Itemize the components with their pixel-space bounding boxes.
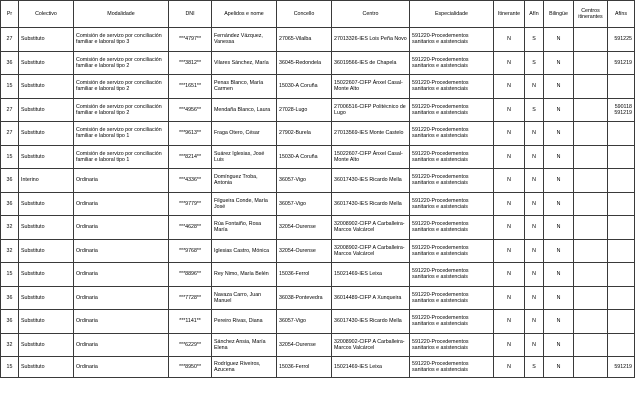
cell-pr: 15 (1, 263, 19, 287)
cell-centro: 36019566-IES de Chapela (332, 51, 410, 75)
cell-dni: ***3812** (169, 51, 212, 75)
cell-itinerante: N (494, 239, 525, 263)
cell-centros-itinerantes (574, 286, 608, 310)
cell-bilingue: N (544, 145, 574, 169)
cell-modalidade: Ordinaria (74, 286, 169, 310)
cell-itinerante: N (494, 122, 525, 146)
cell-itinerante: N (494, 333, 525, 357)
cell-bilingue: N (544, 239, 574, 263)
cell-modalidade: Comisión de servizo por conciliación familiar e laboral tipo 1 (74, 145, 169, 169)
cell-dni: ***9613** (169, 122, 212, 146)
cell-centro: 15021469-IES Leixa (332, 357, 410, 378)
cell-centros-itinerantes (574, 75, 608, 99)
cell-bilingue: N (544, 357, 574, 378)
cell-modalidade: Comisión de servizo por conciliación familiar e laboral tipo 2 (74, 75, 169, 99)
header-centro: Centro (332, 1, 410, 28)
cell-afins: 591225 (608, 28, 635, 52)
cell-especialidade: 591220-Procedementos sanitarios e asistenciais (410, 310, 494, 334)
cell-concello: 36038-Pontevedra (277, 286, 332, 310)
table-row (1, 145, 635, 169)
table-row (1, 239, 635, 263)
cell-centro: 32008902-CIFP A Carballeira-Marcos Valcárcel (332, 216, 410, 240)
cell-apelidos-nome: Penas Blanco, María Carmen (212, 75, 277, 99)
cell-concello: 36045-Redondela (277, 51, 332, 75)
cell-afin: N (525, 122, 544, 146)
cell-modalidade: Ordinaria (74, 310, 169, 334)
cell-especialidade: 591220-Procedementos sanitarios e asistenciais (410, 333, 494, 357)
cell-centros-itinerantes (574, 51, 608, 75)
cell-colectivo: Interino (19, 169, 74, 193)
cell-afins (608, 122, 635, 146)
cell-pr: 36 (1, 51, 19, 75)
cell-modalidade: Ordinaria (74, 263, 169, 287)
cell-bilingue: N (544, 122, 574, 146)
cell-bilingue: N (544, 216, 574, 240)
cell-colectivo: Substituto (19, 357, 74, 378)
cell-apelidos-nome: Filgueira Conde, María José (212, 192, 277, 216)
cell-colectivo: Substituto (19, 145, 74, 169)
cell-dni: ***8896** (169, 263, 212, 287)
table-row (1, 333, 635, 357)
header-concello: Concello (277, 1, 332, 28)
cell-bilingue: N (544, 51, 574, 75)
cell-concello: 15030-A Coruña (277, 145, 332, 169)
cell-apelidos-nome: Sánchez Ansia, María Elena (212, 333, 277, 357)
cell-colectivo: Substituto (19, 263, 74, 287)
cell-modalidade: Comisión de servizo por conciliación familiar e laboral tipo 2 (74, 98, 169, 122)
cell-centros-itinerantes (574, 169, 608, 193)
table-row (1, 286, 635, 310)
cell-modalidade: Ordinaria (74, 333, 169, 357)
cell-modalidade: Ordinaria (74, 169, 169, 193)
header-colectivo: Colectivo (19, 1, 74, 28)
cell-pr: 27 (1, 98, 19, 122)
cell-especialidade: 591220-Procedementos sanitarios e asistenciais (410, 263, 494, 287)
cell-modalidade: Ordinaria (74, 357, 169, 378)
cell-dni: ***4628** (169, 216, 212, 240)
cell-centros-itinerantes (574, 28, 608, 52)
cell-centros-itinerantes (574, 216, 608, 240)
cell-afins: 591219 (608, 51, 635, 75)
cell-itinerante: N (494, 75, 525, 99)
cell-concello: 36057-Vigo (277, 169, 332, 193)
cell-especialidade: 591220-Procedementos sanitarios e asistenciais (410, 28, 494, 52)
cell-bilingue: N (544, 75, 574, 99)
cell-afins (608, 169, 635, 193)
cell-apelidos-nome: Rey Nimo, María Belén (212, 263, 277, 287)
cell-concello: 36057-Vigo (277, 192, 332, 216)
cell-concello: 27028-Lugo (277, 98, 332, 122)
cell-apelidos-nome: Rodríguez Riveiros, Azucena (212, 357, 277, 378)
cell-apelidos-nome: Pereiro Rivas, Diana (212, 310, 277, 334)
cell-apelidos-nome: Iglesias Castro, Mónica (212, 239, 277, 263)
cell-colectivo: Substituto (19, 310, 74, 334)
cell-especialidade: 591220-Procedementos sanitarios e asistenciais (410, 239, 494, 263)
cell-centro: 32008902-CIFP A Carballeira-Marcos Valcárcel (332, 239, 410, 263)
cell-bilingue: N (544, 28, 574, 52)
table-row (1, 310, 635, 334)
cell-especialidade: 591220-Procedementos sanitarios e asistenciais (410, 286, 494, 310)
cell-centros-itinerantes (574, 192, 608, 216)
cell-especialidade: 591220-Procedementos sanitarios e asistenciais (410, 75, 494, 99)
cell-pr: 15 (1, 75, 19, 99)
header-itinerante: Itinerante (494, 1, 525, 28)
cell-bilingue: N (544, 98, 574, 122)
cell-concello: 15036-Ferrol (277, 263, 332, 287)
cell-afin: S (525, 357, 544, 378)
cell-afin: N (525, 145, 544, 169)
cell-centros-itinerantes (574, 310, 608, 334)
cell-afins (608, 75, 635, 99)
cell-centro: 27006516-CIFP Politécnico de Lugo (332, 98, 410, 122)
cell-colectivo: Substituto (19, 98, 74, 122)
header-afins: Afíns (608, 1, 635, 28)
cell-colectivo: Substituto (19, 75, 74, 99)
cell-afin: N (525, 333, 544, 357)
cell-concello: 27065-Vilalba (277, 28, 332, 52)
table-row (1, 263, 635, 287)
cell-concello: 27902-Burela (277, 122, 332, 146)
cell-pr: 15 (1, 357, 19, 378)
cell-especialidade: 591220-Procedementos sanitarios e asistenciais (410, 122, 494, 146)
cell-itinerante: N (494, 169, 525, 193)
cell-pr: 36 (1, 310, 19, 334)
table-row (1, 216, 635, 240)
table-row (1, 98, 635, 122)
cell-concello: 32054-Ourense (277, 216, 332, 240)
cell-afin: N (525, 239, 544, 263)
cell-dni: ***8214** (169, 145, 212, 169)
cell-afin: N (525, 216, 544, 240)
cell-especialidade: 591220-Procedementos sanitarios e asistenciais (410, 192, 494, 216)
cell-itinerante: N (494, 263, 525, 287)
cell-afin: S (525, 28, 544, 52)
cell-centro: 36017430-IES Ricardo Mella (332, 169, 410, 193)
cell-concello: 32054-Ourense (277, 333, 332, 357)
cell-modalidade: Ordinaria (74, 239, 169, 263)
cell-afins: 591219 (608, 357, 635, 378)
cell-afin: N (525, 310, 544, 334)
cell-afins (608, 286, 635, 310)
cell-centros-itinerantes (574, 333, 608, 357)
cell-especialidade: 591220-Procedementos sanitarios e asistenciais (410, 98, 494, 122)
table-header-row (1, 1, 635, 28)
cell-afin: S (525, 98, 544, 122)
header-apelidos-nome: Apelidos e nome (212, 1, 277, 28)
cell-dni: ***9768** (169, 239, 212, 263)
cell-afin: N (525, 75, 544, 99)
cell-concello: 32054-Ourense (277, 239, 332, 263)
cell-apelidos-nome: Suárez Iglesias, José Luis (212, 145, 277, 169)
cell-dni: ***6229** (169, 333, 212, 357)
cell-afins (608, 310, 635, 334)
header-pr: Pr (1, 1, 19, 28)
table-body (1, 28, 635, 378)
cell-dni: ***8950** (169, 357, 212, 378)
cell-especialidade: 591220-Procedementos sanitarios e asistenciais (410, 51, 494, 75)
cell-dni: ***4336** (169, 169, 212, 193)
cell-apelidos-nome: Rúa Fontaiño, Rosa María (212, 216, 277, 240)
cell-bilingue: N (544, 310, 574, 334)
cell-afins: 590118 591219 (608, 98, 635, 122)
cell-itinerante: N (494, 51, 525, 75)
cell-pr: 15 (1, 145, 19, 169)
cell-centros-itinerantes (574, 239, 608, 263)
cell-centro: 27013326-IES Lois Peña Novo (332, 28, 410, 52)
cell-afins (608, 192, 635, 216)
table-row (1, 169, 635, 193)
cell-centros-itinerantes (574, 122, 608, 146)
cell-modalidade: Comisión de servizo por conciliación familiar e laboral tipo 2 (74, 51, 169, 75)
cell-afins (608, 216, 635, 240)
table-row (1, 357, 635, 378)
header-bilingue: Bilingüe (544, 1, 574, 28)
cell-afin: N (525, 263, 544, 287)
cell-pr: 27 (1, 122, 19, 146)
cell-afins (608, 333, 635, 357)
cell-apelidos-nome: Fernández Vázquez, Vanessa (212, 28, 277, 52)
cell-bilingue: N (544, 192, 574, 216)
cell-centro: 36017430-IES Ricardo Mella (332, 192, 410, 216)
cell-centros-itinerantes (574, 263, 608, 287)
cell-apelidos-nome: Fraga Otero, César (212, 122, 277, 146)
cell-pr: 32 (1, 239, 19, 263)
cell-afins (608, 145, 635, 169)
cell-bilingue: N (544, 286, 574, 310)
table-row (1, 28, 635, 52)
cell-dni: ***9779** (169, 192, 212, 216)
cell-bilingue: N (544, 169, 574, 193)
cell-colectivo: Substituto (19, 239, 74, 263)
cell-apelidos-nome: Vilares Sánchez, María (212, 51, 277, 75)
cell-pr: 36 (1, 192, 19, 216)
cell-especialidade: 591220-Procedementos sanitarios e asistenciais (410, 216, 494, 240)
cell-colectivo: Substituto (19, 216, 74, 240)
header-centros-itinerantes: Centros itinerantes (574, 1, 608, 28)
cell-itinerante: N (494, 145, 525, 169)
table-row (1, 192, 635, 216)
cell-centro: 32008902-CIFP A Carballeira-Marcos Valcárcel (332, 333, 410, 357)
cell-dni: ***1141** (169, 310, 212, 334)
cell-pr: 32 (1, 216, 19, 240)
cell-especialidade: 591220-Procedementos sanitarios e asistenciais (410, 357, 494, 378)
cell-colectivo: Substituto (19, 192, 74, 216)
table-row (1, 51, 635, 75)
cell-colectivo: Substituto (19, 333, 74, 357)
header-afin: Afín (525, 1, 544, 28)
cell-pr: 36 (1, 286, 19, 310)
cell-modalidade: Comisión de servizo por conciliación familiar e laboral tipo 1 (74, 122, 169, 146)
cell-modalidade: Ordinaria (74, 192, 169, 216)
cell-centro: 15021469-IES Leixa (332, 263, 410, 287)
cell-concello: 15036-Ferrol (277, 357, 332, 378)
cell-afins (608, 263, 635, 287)
cell-itinerante: N (494, 310, 525, 334)
header-especialidade: Especialidade (410, 1, 494, 28)
table-row (1, 75, 635, 99)
cell-afin: N (525, 169, 544, 193)
cell-centro: 15022607-CIFP Ánxel Casal-Monte Alto (332, 145, 410, 169)
cell-centro: 15022607-CIFP Ánxel Casal-Monte Alto (332, 75, 410, 99)
cell-colectivo: Substituto (19, 51, 74, 75)
cell-bilingue: N (544, 333, 574, 357)
table-row (1, 122, 635, 146)
cell-apelidos-nome: Domínguez Troba, Antonia (212, 169, 277, 193)
cell-bilingue: N (544, 263, 574, 287)
cell-centro: 36017430-IES Ricardo Mella (332, 310, 410, 334)
cell-modalidade: Ordinaria (74, 216, 169, 240)
cell-afin: N (525, 192, 544, 216)
cell-concello: 15030-A Coruña (277, 75, 332, 99)
cell-centros-itinerantes (574, 145, 608, 169)
cell-colectivo: Substituto (19, 28, 74, 52)
cell-dni: ***4797** (169, 28, 212, 52)
cell-apelidos-nome: Mendaña Blanco, Laura (212, 98, 277, 122)
cell-dni: ***4956** (169, 98, 212, 122)
cell-especialidade: 591220-Procedementos sanitarios e asistenciais (410, 169, 494, 193)
cell-itinerante: N (494, 216, 525, 240)
header-modalidade: Modalidade (74, 1, 169, 28)
cell-itinerante: N (494, 28, 525, 52)
cell-itinerante: N (494, 357, 525, 378)
cell-afins (608, 239, 635, 263)
cell-afin: N (525, 286, 544, 310)
cell-especialidade: 591220-Procedementos sanitarios e asistenciais (410, 145, 494, 169)
cell-dni: ***1651** (169, 75, 212, 99)
cell-centro: 36014489-CIFP A Xunqueira (332, 286, 410, 310)
cell-concello: 36057-Vigo (277, 310, 332, 334)
cell-modalidade: Comisión de servizo por conciliación familiar e laboral tipo 3 (74, 28, 169, 52)
cell-apelidos-nome: Navaza Carro, Juan Manuel (212, 286, 277, 310)
cell-centros-itinerantes (574, 98, 608, 122)
cell-centros-itinerantes (574, 357, 608, 378)
cell-afin: S (525, 51, 544, 75)
cell-itinerante: N (494, 192, 525, 216)
cell-pr: 27 (1, 28, 19, 52)
cell-colectivo: Substituto (19, 286, 74, 310)
header-dni: DNI (169, 1, 212, 28)
cell-itinerante: N (494, 98, 525, 122)
cell-dni: ***7728** (169, 286, 212, 310)
cell-pr: 36 (1, 169, 19, 193)
cell-itinerante: N (494, 286, 525, 310)
cell-centro: 27013569-IES Monte Castelo (332, 122, 410, 146)
cell-colectivo: Substituto (19, 122, 74, 146)
cell-pr: 32 (1, 333, 19, 357)
